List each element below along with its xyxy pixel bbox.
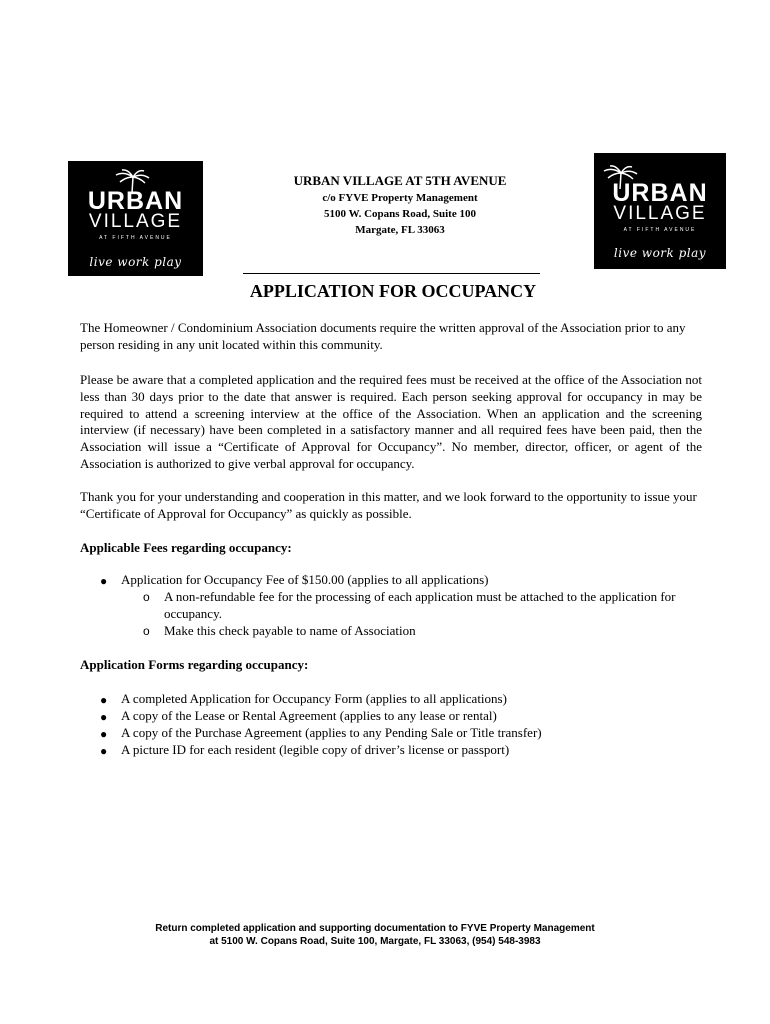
urban-village-logo-right bbox=[594, 153, 726, 269]
document-title: APPLICATION FOR OCCUPANCY bbox=[249, 281, 537, 301]
form-item: A copy of the Purchase Agreement (applies to any Pending Sale or Title transfer) bbox=[121, 725, 542, 740]
logo-word-urban: URBAN bbox=[87, 187, 184, 215]
footer-address-phone: at 5100 W. Copans Road, Suite 100, Margate, FL 33063, (954) 548-3983 bbox=[209, 936, 541, 947]
requirements-paragraph: Please be aware that a completed application and the required fees must be received at the office of the Association not less than 30 days prior to the date that answer is required. Each person seeking approval for occupancy in may be required to attend a screening interview at the office of the Association. When an application and the screening interview (if necessary) have been completed in a satisfactory manner and all required fees have been paid, then the Association will issue a “Certificate of Approval for Occupancy”. No member, director, officer, or agent of the Association is authorized to give verbal approval for occupancy. bbox=[80, 372, 702, 471]
fees-heading: Applicable Fees regarding occupancy: bbox=[80, 540, 292, 555]
management-company: c/o FYVE Property Management bbox=[322, 192, 478, 204]
logo-word-village: VILLAGE bbox=[613, 203, 707, 224]
bullet-icon: ● bbox=[100, 744, 108, 758]
form-item: A copy of the Lease or Rental Agreement (applies to any lease or rental) bbox=[121, 708, 497, 723]
fee-sub-item: Make this check payable to name of Association bbox=[164, 623, 416, 638]
footer-return-instructions: Return completed application and supporting documentation to FYVE Property Management bbox=[155, 923, 595, 934]
logo-subtitle: AT FIFTH AVENUE bbox=[99, 235, 172, 241]
urban-village-logo-left bbox=[68, 161, 203, 276]
form-item: A picture ID for each resident (legible copy of driver’s license or passport) bbox=[121, 742, 510, 757]
logo-word-urban: URBAN bbox=[612, 179, 708, 207]
fee-item: Application for Occupancy Fee of $150.00 (applies to all applications) bbox=[121, 572, 489, 587]
association-name: URBAN VILLAGE AT 5TH AVENUE bbox=[293, 173, 507, 188]
logo-subtitle: AT FIFTH AVENUE bbox=[623, 227, 697, 233]
bullet-icon: ● bbox=[100, 727, 108, 741]
thank-you-paragraph: Thank you for your understanding and cooperation in this matter, and we look forward to the opportunity to issue your “Certificate of Approval for Occupancy” as quickly as possible. bbox=[80, 489, 697, 521]
logo-tagline: live work play bbox=[89, 255, 182, 269]
header-divider bbox=[243, 273, 540, 274]
logo-tagline: live work play bbox=[613, 246, 707, 260]
city-state-zip: Margate, FL 33063 bbox=[355, 224, 445, 236]
forms-heading: Application Forms regarding occupancy: bbox=[80, 657, 309, 672]
circle-bullet-icon: o bbox=[143, 624, 150, 638]
street-address: 5100 W. Copans Road, Suite 100 bbox=[324, 208, 476, 220]
bullet-icon: ● bbox=[100, 693, 108, 707]
bullet-icon: ● bbox=[100, 710, 108, 724]
bullet-icon: ● bbox=[100, 574, 108, 588]
form-item: A completed Application for Occupancy Form (applies to all applications) bbox=[121, 691, 507, 706]
fee-sub-item: A non-refundable fee for the processing of each application must be attached to the application for occupancy. bbox=[164, 589, 676, 621]
circle-bullet-icon: o bbox=[143, 590, 150, 604]
logo-word-village: VILLAGE bbox=[88, 211, 183, 232]
intro-paragraph: The Homeowner / Condominium Association documents require the written approval of the Association prior to any person residing in any unit located within this community. bbox=[80, 320, 686, 352]
